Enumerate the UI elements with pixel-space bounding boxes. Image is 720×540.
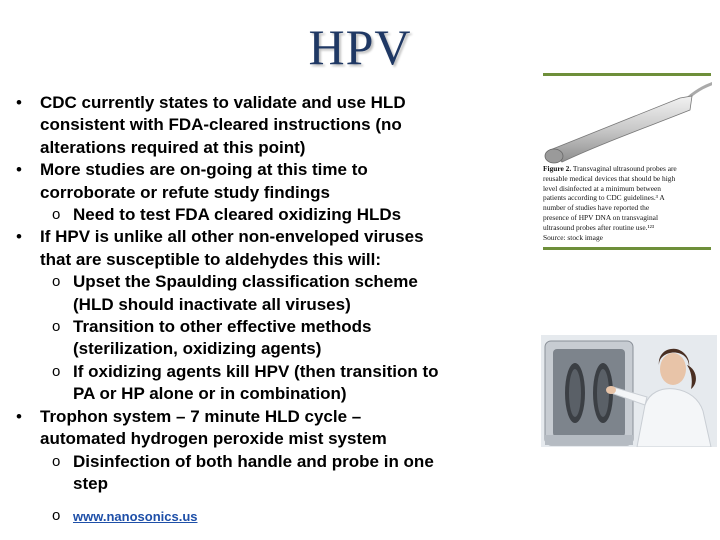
bullet-line: step bbox=[73, 473, 108, 493]
nanosonics-link[interactable]: www.nanosonics.us bbox=[73, 509, 198, 525]
bullet-item bbox=[14, 226, 534, 271]
sub-bullet-item bbox=[14, 361, 534, 406]
bullet-line: Need to test FDA cleared oxidizing HLDs bbox=[73, 205, 402, 225]
top-divider bbox=[543, 73, 711, 76]
figure-caption-line: Source: stock image bbox=[543, 232, 603, 242]
bullet-line: Upset the Spaulding classification scheme bbox=[73, 272, 418, 292]
slide-title: HPV bbox=[308, 19, 412, 75]
bullet-marker: • bbox=[16, 160, 22, 180]
sub-bullet-item bbox=[14, 316, 534, 361]
bullet-line: PA or HP alone or in combination) bbox=[73, 384, 347, 404]
figure-caption-line: patients according to CDC guidelines.³ A bbox=[543, 193, 665, 203]
bullet-marker: • bbox=[16, 406, 22, 426]
bullet-marker: • bbox=[16, 93, 22, 112]
figure-caption-line: Transvaginal ultrasound probes are bbox=[572, 164, 677, 173]
bullet-line: If HPV is unlike all other non-enveloped viruses bbox=[40, 227, 424, 247]
sub-bullet-marker: o bbox=[52, 273, 61, 291]
sub-bullet-marker: o bbox=[52, 452, 61, 470]
sub-bullet-marker: o bbox=[52, 206, 61, 224]
figure-caption-line: number of studies have reported the bbox=[543, 203, 650, 213]
bullet-line: corroborate or refute study findings bbox=[40, 182, 330, 202]
bullet-line: that are susceptible to aldehydes this will: bbox=[40, 249, 382, 269]
trophon-device-photo bbox=[541, 335, 717, 447]
figure-caption-line: presence of HPV DNA on transvaginal bbox=[543, 212, 659, 222]
sub-bullet-item bbox=[14, 271, 534, 316]
bullet-line: (sterilization, oxidizing agents) bbox=[73, 339, 322, 359]
figure-caption-label: Figure 2. bbox=[543, 164, 572, 173]
figure-caption-line: ultrasound probes after routine use.¹²³ bbox=[543, 222, 655, 232]
bullet-line: Trophon system – 7 minute HLD cycle – bbox=[40, 406, 362, 426]
bullet-item bbox=[14, 406, 534, 451]
bullet-line: Transition to other effective methods bbox=[73, 317, 372, 337]
bullet-item bbox=[14, 92, 534, 159]
sub-bullet-item bbox=[14, 204, 534, 226]
bullet-line: CDC currently states to validate and use HLD bbox=[40, 93, 406, 112]
figure-caption-line: level disinfected at a minimum between bbox=[543, 183, 662, 193]
bullet-line: Disinfection of both handle and probe in one bbox=[73, 451, 434, 471]
bullet-line: If oxidizing agents kill HPV (then transition to bbox=[73, 361, 439, 381]
link-item bbox=[14, 505, 534, 528]
figure-caption bbox=[543, 164, 709, 242]
bullet-item bbox=[14, 159, 534, 204]
bullet-line: consistent with FDA-cleared instructions (no bbox=[40, 115, 402, 135]
figure-caption-line: reusable medical devices that should be high bbox=[543, 173, 676, 183]
middle-divider bbox=[543, 247, 711, 250]
bullet-line: automated hydrogen peroxide mist system bbox=[40, 429, 387, 449]
sub-bullet-marker: o bbox=[52, 318, 61, 336]
bullet-line: alterations required at this point) bbox=[40, 137, 306, 157]
bullet-marker: • bbox=[16, 227, 22, 247]
sub-bullet-marker: o bbox=[52, 507, 61, 525]
sub-bullet-marker: o bbox=[52, 362, 61, 380]
bullet-list bbox=[14, 92, 534, 529]
bullet-line: More studies are on-going at this time to bbox=[40, 160, 368, 180]
sub-bullet-item bbox=[14, 451, 534, 496]
bullet-line: (HLD should inactivate all viruses) bbox=[73, 294, 351, 314]
